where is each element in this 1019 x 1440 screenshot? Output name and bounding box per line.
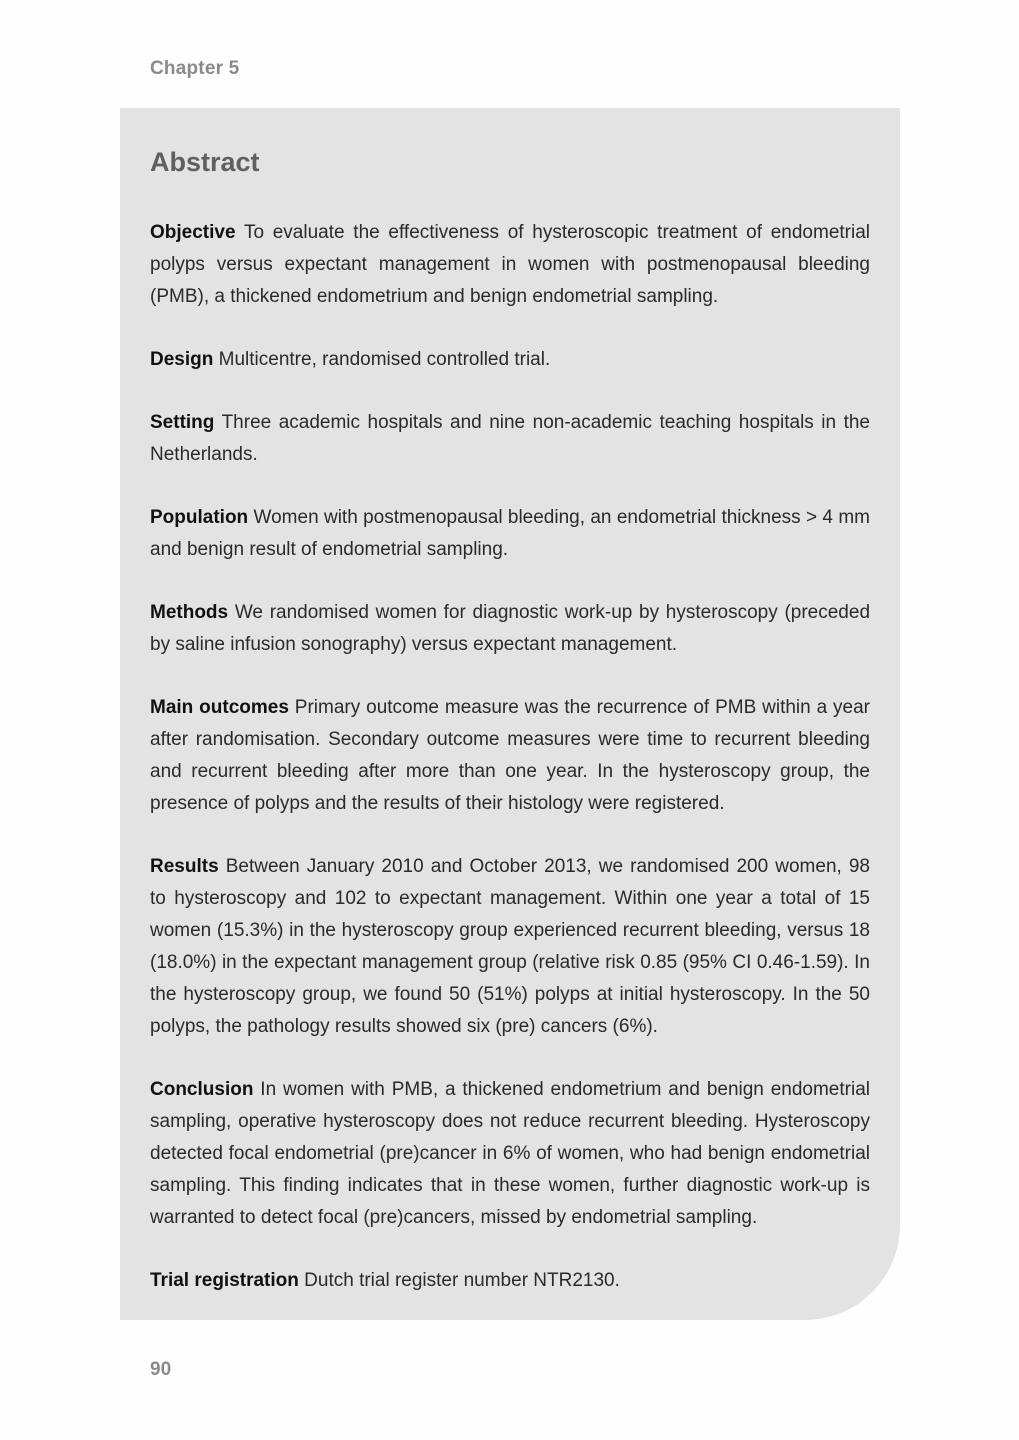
main-outcomes-section <box>150 692 870 820</box>
population-text: Women with postmenopausal bleeding, an endometrial thickness > 4 mm and benign result of endometrial sampling. <box>150 507 871 560</box>
chapter-heading: Chapter 5 <box>150 58 240 79</box>
design-section <box>150 344 870 376</box>
objective-label: Objective <box>150 222 236 243</box>
conclusion-section <box>150 1074 870 1234</box>
conclusion-label: Conclusion <box>150 1079 254 1100</box>
population-label: Population <box>150 507 249 528</box>
methods-text: We randomised women for diagnostic work-up by hysteroscopy (preceded by saline infusion sonography) versus expectant management. <box>150 602 871 655</box>
trial-registration-label: Trial registration <box>150 1270 299 1291</box>
main-outcomes-label: Main outcomes <box>150 697 289 718</box>
design-label: Design <box>150 349 214 370</box>
abstract-title: Abstract <box>150 147 260 177</box>
trial-registration-text: Dutch trial register number NTR2130. <box>304 1270 620 1291</box>
methods-section <box>150 597 870 661</box>
main-outcomes-text: Primary outcome measure was the recurrence of PMB within a year after randomisation. Secondary outcome measures were time to recurrent bleeding and recurrent bleeding after more than one year. In the hysteroscopy group, the presence of polyps and the results of their histology were registered. <box>150 697 870 814</box>
trial-registration-section <box>150 1265 870 1297</box>
abstract-box <box>120 108 900 1320</box>
page-number: 90 <box>150 1359 172 1380</box>
results-label: Results <box>150 856 219 877</box>
setting-text: Three academic hospitals and nine non-academic teaching hospitals in the Netherlands. <box>150 412 870 465</box>
objective-section <box>150 217 870 313</box>
conclusion-text: In women with PMB, a thickened endometrium and benign endometrial sampling, operative hysteroscopy does not reduce recurrent bleeding. Hysteroscopy detected focal endometrial (pre)cancer in 6% of women, who had benign endometrial sampling. This finding indicates that in these women, further diagnostic work-up is warranted to detect focal (pre)cancers, missed by endometrial sampling. <box>150 1079 870 1228</box>
results-section <box>150 851 870 1043</box>
methods-label: Methods <box>150 602 229 623</box>
results-text: Between January 2010 and October 2013, we randomised 200 women, 98 to hysteroscopy and 102 to expectant management. Within one year a total of 15 women (15.3%) in the hysteroscopy group experienced recurrent bleeding, versus 18 (18.0%) in the expectant management group (relative risk 0.85 (95% CI 0.46-1.59). In the hysteroscopy group, we found 50 (51%) polyps at initial hysteroscopy. In the 50 polyps, the pathology results showed six (pre) cancers (6%). <box>150 856 870 1037</box>
objective-text: To evaluate the effectiveness of hysteroscopic treatment of endometrial polyps versus expectant management in women with postmenopausal bleeding (PMB), a thickened endometrium and benign endometrial sampling. <box>150 222 871 307</box>
setting-section <box>150 407 870 471</box>
population-section <box>150 502 870 566</box>
design-text: Multicentre, randomised controlled trial. <box>218 349 551 370</box>
setting-label: Setting <box>150 412 215 433</box>
